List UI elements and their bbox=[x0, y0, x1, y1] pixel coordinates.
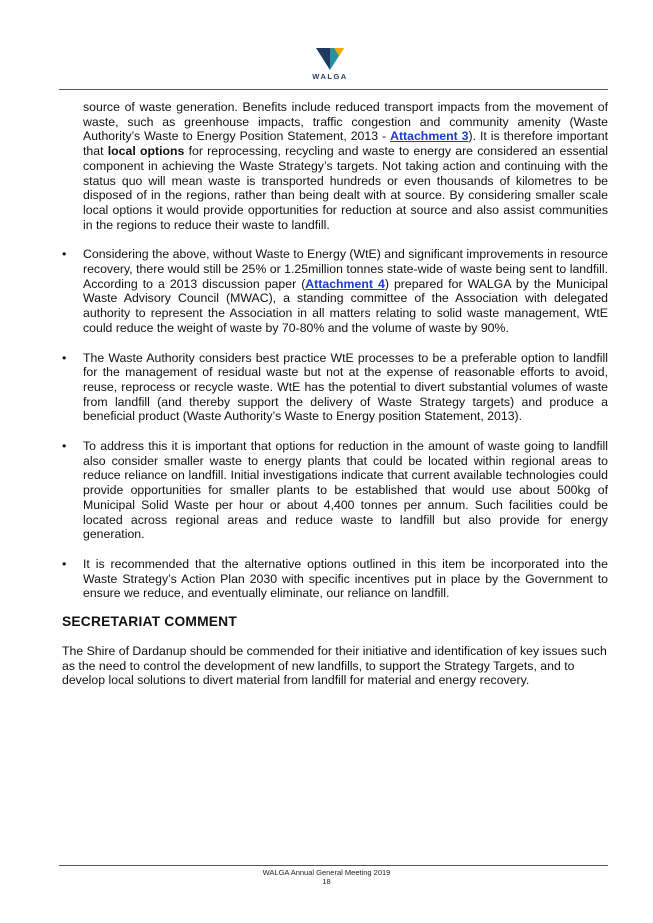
page-footer bbox=[0, 868, 653, 886]
bullet-text: The Waste Authority considers best practice WtE processes to be a preferable option to landfill for the management of residual waste but not at the expense of reasonable efforts to avoid, reuse, reprocess or recycle waste. WtE has the potential to divert substantial volumes of waste from landfill (and thereby support the delivery of Waste Strategy targets) and produce a beneficial product (Waste Authority’s Waste to Energy position Statement, 2013). bbox=[83, 350, 608, 424]
attachment-4-link[interactable]: Attachment 4 bbox=[305, 276, 385, 291]
footer-title: WALGA Annual General Meeting 2019 bbox=[262, 868, 391, 877]
bullet-text: Considering the above, without Waste to Energy (WtE) and significant improvements in resource recovery, there would still be 25% or 1.25million tonnes state-wide of waste being sent to landfill. According to a 2013 discussion paper ( bbox=[83, 247, 608, 291]
bullet-icon: • bbox=[62, 439, 67, 454]
bullet-icon: • bbox=[62, 350, 67, 365]
bullet-text: It is recommended that the alternative options outlined in this item be incorporated into the Waste Strategy’s Action Plan 2030 with specific incentives put in place by the Government to ensure we reduce, and eventually eliminate, our reliance on landfill. bbox=[83, 556, 608, 601]
bullet-icon: • bbox=[62, 556, 67, 571]
bullet-item bbox=[62, 351, 608, 425]
bullet-item bbox=[62, 439, 608, 542]
intro-text-2: ). It is therefore important that bbox=[83, 129, 608, 159]
section-heading: SECRETARIAT COMMENT bbox=[62, 614, 237, 630]
bullet-item bbox=[62, 247, 608, 335]
attachment-3-link[interactable]: Attachment 3 bbox=[390, 129, 469, 144]
footer-divider bbox=[59, 865, 608, 866]
page-number: 18 bbox=[322, 877, 331, 886]
bullet-text: ) prepared for WALGA by the Municipal Waste Advisory Council (MWAC), a standing committee of the Association with delegated authority to represent the Association in all matters relating to solid waste management, WtE could reduce the weight of waste by 70-80% and the volume of waste by 90%. bbox=[83, 276, 608, 335]
intro-bold-text: local options bbox=[107, 144, 185, 159]
section-paragraph: The Shire of Dardanup should be commended for their initiative and identification of key issues such as the need to control the development of new landfills, to support the Strategy Targets, and to develop local solutions to divert material from landfill for material and energy recovery. bbox=[62, 643, 607, 688]
intro-text-1: source of waste generation. Benefits include reduced transport impacts from the movement of waste, such as greenhouse impacts, traffic congestion and community amenity (Waste Authority’s Waste to Energy Position Statement, 2013 - bbox=[83, 100, 608, 144]
logo-text: WALGA bbox=[312, 72, 348, 81]
intro-paragraph bbox=[83, 100, 608, 232]
document-body bbox=[62, 100, 608, 688]
bullet-item bbox=[62, 557, 608, 601]
bullet-icon: • bbox=[62, 247, 67, 262]
header-divider bbox=[59, 89, 608, 90]
intro-text-3: for reprocessing, recycling and waste to energy are considered an essential component in achieving the Waste Strategy’s targets. Not taking action and continuing with the status quo will mean waste is transported hundreds or even thousands of kilometres to be disposed of in the regions, rather than being dealt with at source. By considering smaller scale local options it would provide opportunities for reduction at source and also assist communities in the regions to reduce their waste to landfill. bbox=[83, 144, 609, 232]
bullet-text: To address this it is important that options for reduction in the amount of waste going to landfill also consider smaller waste to energy plants that could be located within regional areas to reduce reliance on landfill. Initial investigations indicate that current available technologies could provide opportunities for smaller plants to be established that would use about 500kg of Municipal Solid Waste per hour or about 4,400 tonnes per annum. Such facilities could be located across regional areas and reduce waste to landfill but also provide for energy generation. bbox=[83, 439, 608, 542]
